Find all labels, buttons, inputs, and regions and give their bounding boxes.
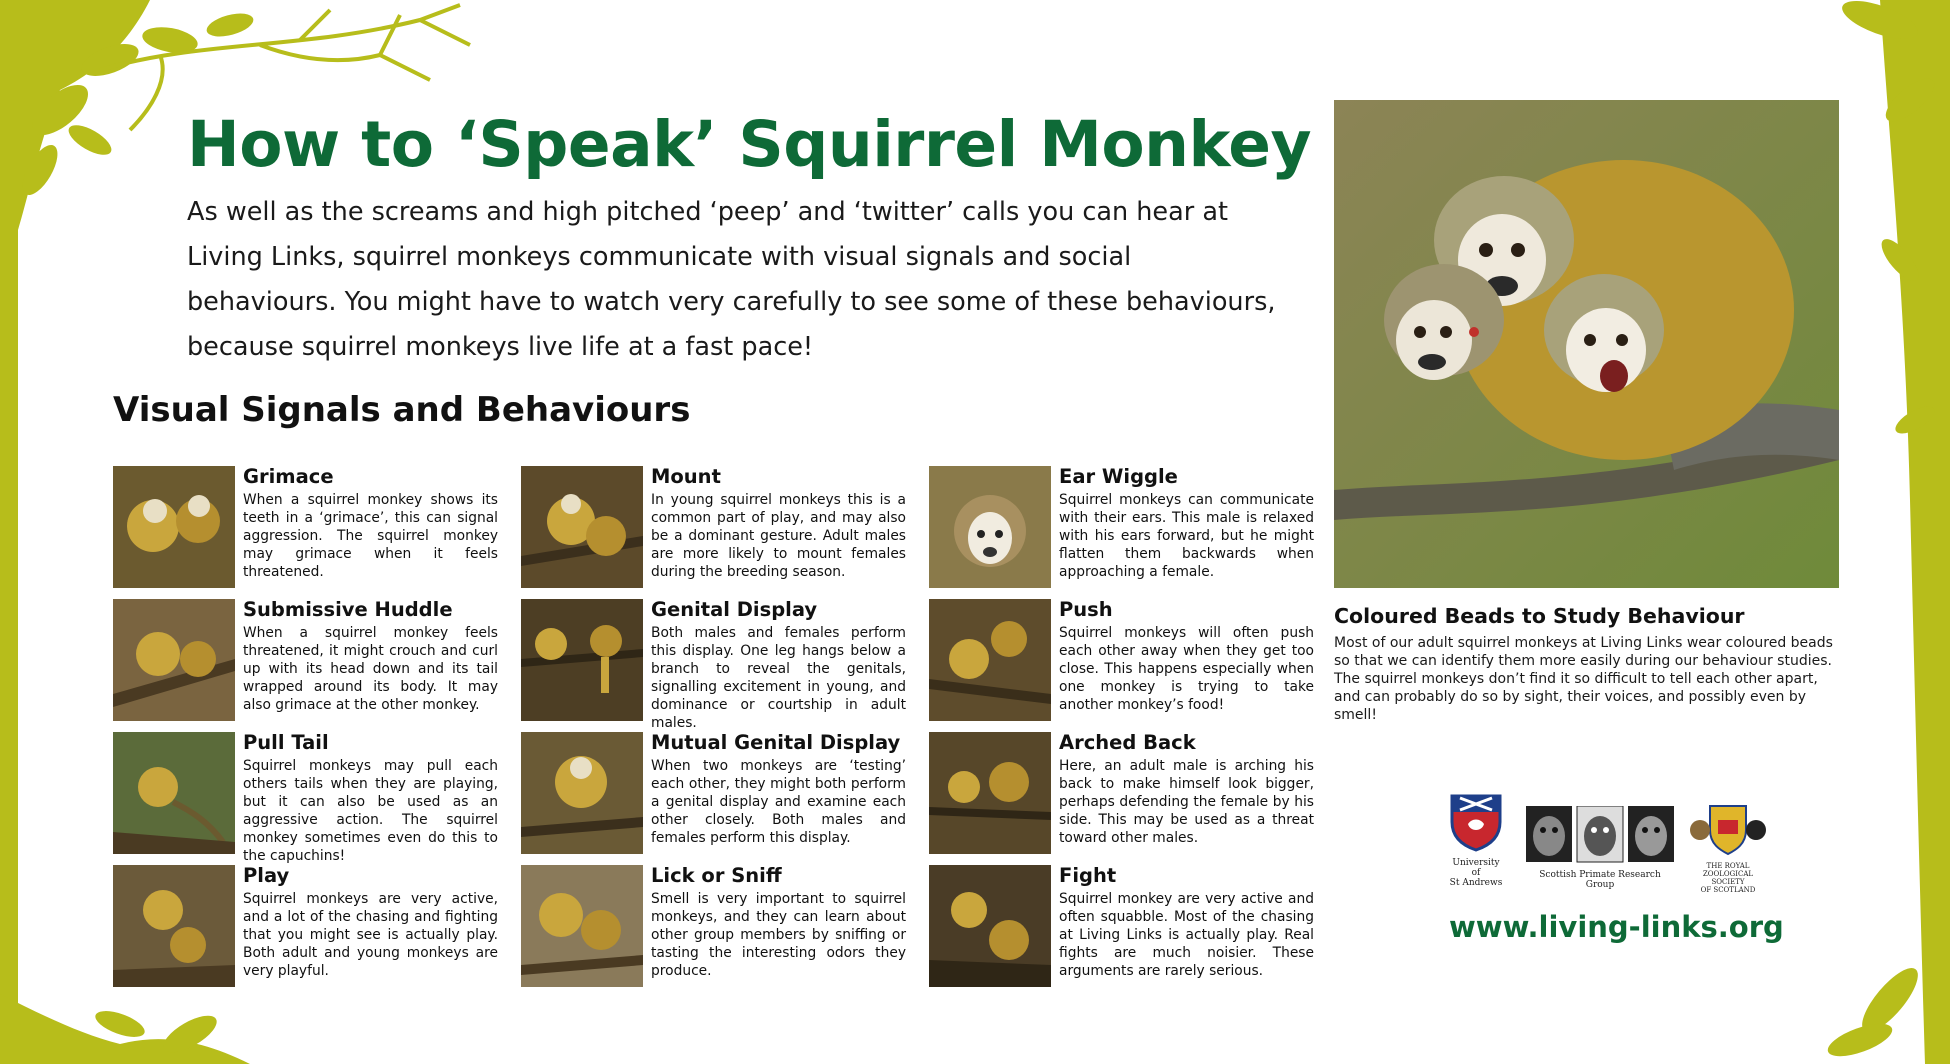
st-andrews-crest-icon — [1448, 792, 1504, 852]
rzss-crest-icon — [1688, 800, 1768, 856]
squirrel-monkeys-photo — [1334, 100, 1839, 588]
mount-text: In young squirrel monkeys this is a common part of play, and may also be a dominant gesture. Adult males are more likely to mount females during the breeding season. — [651, 492, 906, 580]
ear-wiggle-title: Ear Wiggle — [1059, 465, 1178, 488]
lick-or-sniff-title: Lick or Sniff — [651, 864, 782, 887]
pull-tail-photo — [113, 732, 235, 854]
st-andrews-line1: University — [1452, 858, 1500, 868]
ear-wiggle-text: Squirrel monkeys can communicate with their ears. This male is relaxed with his ears forward, but he might flatten them backwards when approaching a female. — [1059, 492, 1314, 580]
grimace-text: When a squirrel monkey shows its teeth in a ‘grimace’, this can signal aggression. The squirrel monkey may grimace when it feels threatened. — [243, 492, 498, 580]
rzss-logo — [1688, 800, 1768, 894]
section-title: Visual Signals and Behaviours — [113, 390, 691, 430]
behaviour-card-submissive-huddle — [113, 599, 498, 721]
play-title: Play — [243, 864, 290, 887]
behaviour-card-play — [113, 865, 498, 987]
partner-logos — [1448, 792, 1778, 894]
arched-back-title: Arched Back — [1059, 731, 1196, 754]
pull-tail-title: Pull Tail — [243, 731, 329, 754]
lick-or-sniff-text: Smell is very important to squirrel monkeys, and they can learn about other group members by sniffing or tasting the interesting odors they produce. — [651, 891, 906, 979]
sprg-caption: Scottish Primate Research Group — [1539, 870, 1661, 890]
beads-text: Most of our adult squirrel monkeys at Living Links wear coloured beads so that we can identify them more easily during our behaviour studies. The squirrel monkeys don’t find it so difficult to tell each other apart, and can probably do so by sight, their voices, and possibly even by smell! — [1334, 635, 1833, 723]
genital-display-text: Both males and females perform this display. One leg hangs below a branch to reveal the genitals, signalling excitement in young, and dominance or courtship in adult males. — [651, 625, 906, 731]
behaviour-card-genital-display — [521, 598, 906, 731]
frame-right — [1928, 0, 1950, 1064]
rzss-line3: OF SCOTLAND — [1700, 886, 1756, 894]
pull-tail-text: Squirrel monkeys may pull each others tails when they are playing, but it can also be used as an aggressive action. The squirrel monkey sometimes even do this to the capuchins! — [243, 758, 498, 864]
grimace-photo — [113, 466, 235, 588]
play-photo — [113, 865, 235, 987]
sprg-logo — [1526, 806, 1674, 890]
ear-wiggle-photo — [929, 466, 1051, 588]
behaviour-card-fight — [929, 865, 1314, 987]
push-photo — [929, 599, 1051, 721]
play-text: Squirrel monkeys are very active, and a lot of the chasing and fighting that you might see is actually play. Both adult and young monkeys are very playful. — [243, 891, 498, 979]
behaviour-card-push — [929, 599, 1314, 721]
st-andrews-logo — [1448, 792, 1504, 888]
submissive-huddle-text: When a squirrel monkey feels threatened, it might crouch and curl up with its head down and its tail wrapped around its body. It may also grimace at the other monkey. — [243, 625, 498, 713]
arched-back-text: Here, an adult male is arching his back to make himself look bigger, perhaps defending the female by his side. This may be used as a threat toward other males. — [1059, 758, 1314, 846]
mutual-genital-display-photo — [521, 732, 643, 854]
arched-back-photo — [929, 732, 1051, 854]
intro-paragraph: As well as the screams and high pitched ‘peep’ and ‘twitter’ calls you can hear at Living Links, squirrel monkeys communicate with visual signals and social behaviours. You might have to watch very carefully to see some of these behaviours, because squirrel monkeys live life at a fast pace! — [187, 197, 1276, 362]
submissive-huddle-photo — [113, 599, 235, 721]
behaviour-card-mount — [521, 466, 906, 588]
lick-or-sniff-photo — [521, 865, 643, 987]
genital-display-title: Genital Display — [651, 598, 818, 621]
beads-title: Coloured Beads to Study Behaviour — [1334, 604, 1745, 628]
behaviour-card-pull-tail — [113, 731, 498, 864]
rzss-line2: ZOOLOGICAL SOCIETY — [1702, 870, 1754, 886]
st-andrews-line3: St Andrews — [1449, 878, 1503, 888]
behaviour-card-lick-or-sniff — [521, 865, 906, 987]
mount-photo — [521, 466, 643, 588]
behaviour-card-grimace — [113, 466, 498, 588]
mutual-genital-display-text: When two monkeys are ‘testing’ each other, they might both perform a genital display and examine each other closely. Both males and females perform this display. — [651, 758, 906, 846]
behaviour-grid — [113, 466, 1313, 988]
behaviour-card-arched-back — [929, 732, 1314, 854]
website-url: www.living-links.org — [1449, 910, 1784, 944]
behaviour-card-ear-wiggle — [929, 466, 1314, 588]
frame-left — [0, 0, 18, 1064]
st-andrews-line2: of — [1471, 868, 1481, 878]
submissive-huddle-title: Submissive Huddle — [243, 598, 453, 621]
genital-display-photo — [521, 599, 643, 721]
grimace-title: Grimace — [243, 465, 334, 488]
fight-text: Squirrel monkey are very active and often squabble. Most of the chasing at Living Links is actually play. Real fights are much noisier. These arguments are rarely serious. — [1059, 891, 1314, 979]
behaviour-card-mutual-genital-display — [521, 732, 906, 854]
push-text: Squirrel monkeys will often push each other away when they get too close. This happens especially when one monkey is trying to take another monkey’s food! — [1059, 625, 1314, 713]
primate-faces-icon — [1526, 806, 1674, 864]
fight-photo — [929, 865, 1051, 987]
page-title: How to ‘Speak’ Squirrel Monkey — [187, 108, 1312, 181]
mount-title: Mount — [651, 465, 721, 488]
mutual-genital-display-title: Mutual Genital Display — [651, 731, 901, 754]
push-title: Push — [1059, 598, 1113, 621]
rzss-line1: THE ROYAL — [1706, 862, 1750, 870]
fight-title: Fight — [1059, 864, 1117, 887]
